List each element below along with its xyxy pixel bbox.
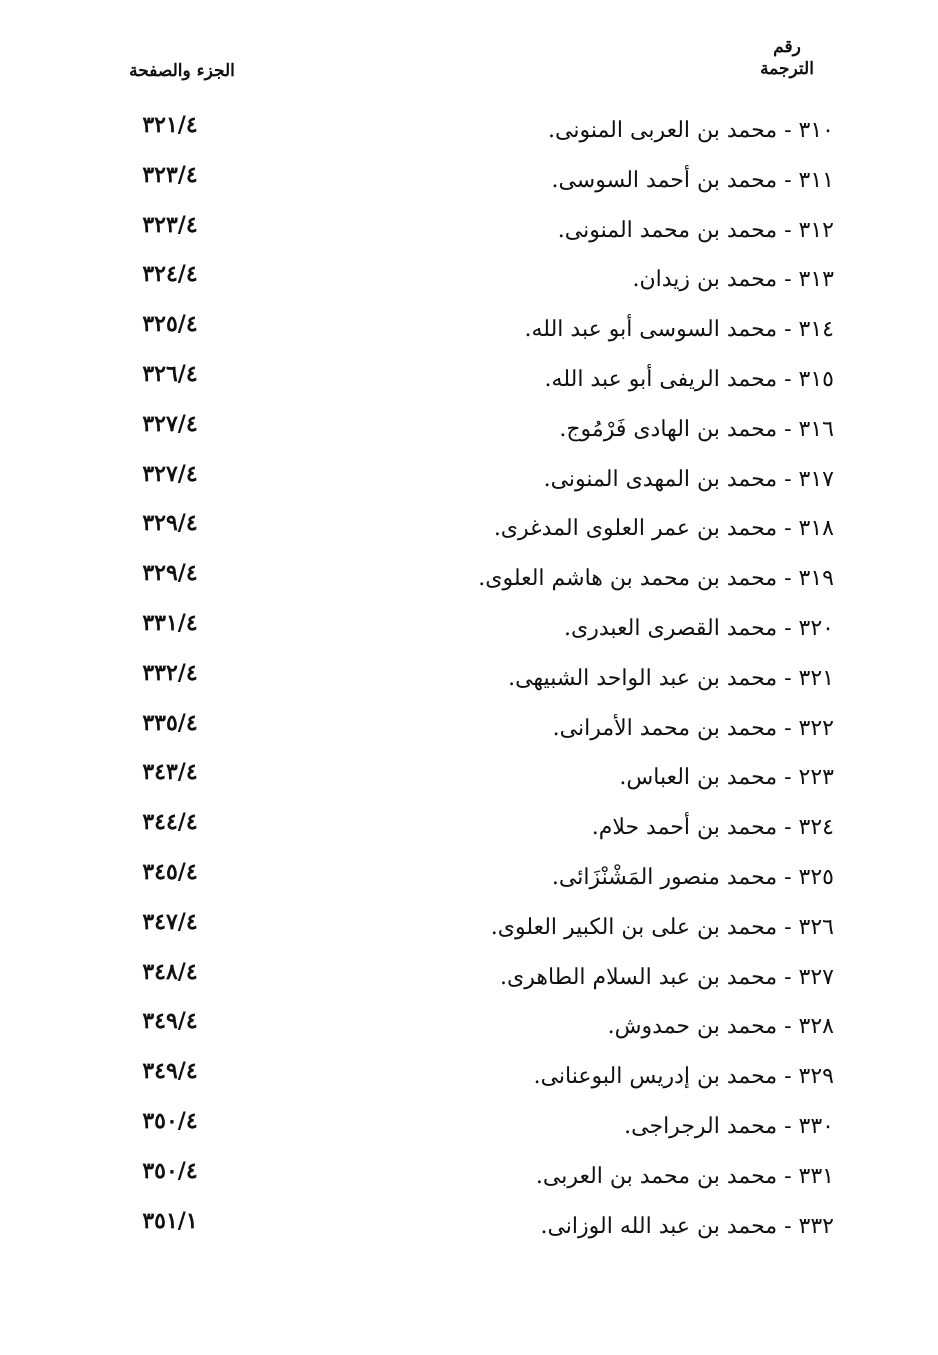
entry-name: ٣١٧ - محمد بن المهدى المنونى.	[543, 466, 834, 492]
volume-page-ref: ٣٣١/٤	[142, 609, 198, 636]
volume-page-ref: ٣٢٤/٤	[142, 261, 198, 288]
entry-name: ٣٢٠ - محمد القصرى العبدرى.	[564, 615, 834, 641]
volume-page-ref: ٣٣٥/٤	[142, 709, 198, 736]
entry-number-header	[742, 36, 832, 80]
index-row	[0, 554, 938, 604]
index-row	[0, 1052, 938, 1102]
index-row	[0, 355, 938, 405]
volume-page-ref: ٣٤٧/٤	[142, 908, 198, 935]
entry-name: ٣٢١ - محمد بن عبد الواحد الشبيهى.	[508, 665, 834, 691]
entry-name: ٣١٩ - محمد بن محمد بن هاشم العلوى.	[478, 566, 834, 592]
entry-name: ٣٢٥ - محمد منصور المَشْنْزَائى.	[551, 864, 834, 890]
index-row	[0, 1202, 938, 1252]
entry-name: ٣٢٦ - محمد بن على بن الكبير العلوى.	[490, 914, 834, 940]
entry-name: ٣٢٩ - محمد بن إدريس البوعنانى.	[533, 1064, 834, 1090]
volume-page-ref: ٣٢٣/٤	[142, 161, 198, 188]
volume-page-ref: ٣٣٢/٤	[142, 659, 198, 686]
volume-page-ref: ٣٤٨/٤	[142, 958, 198, 985]
index-row	[0, 953, 938, 1003]
volume-page-ref: ٣٢٦/٤	[142, 360, 198, 387]
index-row	[0, 1102, 938, 1152]
volume-page-ref: ٣٤٤/٤	[142, 809, 198, 836]
volume-page-ref: ٣٥٠/٤	[142, 1107, 198, 1134]
index-row	[0, 654, 938, 704]
volume-page-ref: ٣٢٩/٤	[142, 510, 198, 537]
volume-page-ref: ٣٢٥/٤	[142, 311, 198, 338]
volume-page-ref: ٣٤٩/٤	[142, 1058, 198, 1085]
index-row	[0, 305, 938, 355]
entry-name: ٣١٠ - محمد بن العربى المنونى.	[548, 118, 834, 143]
entry-name: ٣١٤ - محمد السوسى أبو عبد الله.	[524, 317, 834, 343]
entry-name: ٣٣٠ - محمد الرجراجى.	[624, 1113, 834, 1139]
index-row	[0, 504, 938, 554]
index-row	[0, 455, 938, 505]
volume-page-ref: ٣٥٠/٤	[142, 1157, 198, 1184]
index-row	[0, 704, 938, 754]
volume-page-ref: ٣٥١/١	[142, 1207, 198, 1234]
volume-page-ref: ٣٢٩/٤	[142, 560, 198, 587]
index-row	[0, 405, 938, 455]
entry-name: ٣٢٢ - محمد بن محمد الأمرانى.	[552, 715, 834, 741]
index-row	[0, 206, 938, 256]
entry-name: ٢٢٣ - محمد بن العباس.	[619, 765, 834, 791]
volume-page-ref: ٣٤٣/٤	[142, 759, 198, 786]
index-row	[0, 753, 938, 803]
entry-number-header-line1: رقم	[773, 37, 801, 57]
volume-page-ref: ٣٢١/٤	[142, 112, 198, 138]
volume-page-ref: ٣٤٥/٤	[142, 858, 198, 885]
volume-page-header: الجزء والصفحة	[129, 61, 235, 81]
index-row	[0, 604, 938, 654]
entry-name: ٣١٨ - محمد بن عمر العلوى المدغرى.	[493, 516, 834, 542]
volume-page-ref: ٣٢٣/٤	[142, 211, 198, 238]
index-list	[0, 106, 938, 1251]
index-row	[0, 803, 938, 853]
index-row	[0, 903, 938, 953]
index-row	[0, 156, 938, 206]
entry-name: ٣٢٨ - محمد بن حمدوش.	[607, 1014, 834, 1040]
entry-name: ٣٢٤ - محمد بن أحمد حلام.	[591, 815, 834, 841]
entry-name: ٣١١ - محمد بن أحمد السوسى.	[551, 167, 834, 193]
entry-name: ٣١٦ - محمد بن الهادى فَرْمُوج.	[559, 416, 834, 442]
entry-name: ٣٣١ - محمد بن محمد بن العربى.	[535, 1163, 834, 1189]
entry-name: ٣١٥ - محمد الريفى أبو عبد الله.	[544, 366, 834, 392]
volume-page-ref: ٣٢٧/٤	[142, 460, 198, 487]
index-row	[0, 255, 938, 305]
entry-name: ٣١٣ - محمد بن زيدان.	[632, 267, 834, 293]
entry-name: ٣٣٢ - محمد بن عبد الله الوزانى.	[540, 1213, 834, 1239]
volume-page-ref: ٣٢٧/٤	[142, 410, 198, 437]
volume-page-ref: ٣٤٩/٤	[142, 1008, 198, 1035]
index-row	[0, 106, 938, 156]
index-row	[0, 1152, 938, 1202]
entry-name: ٣٢٧ - محمد بن عبد السلام الطاهرى.	[500, 964, 834, 990]
index-row	[0, 853, 938, 903]
entry-name: ٣١٢ - محمد بن محمد المنونى.	[557, 217, 834, 243]
index-row	[0, 1002, 938, 1052]
entry-number-header-line2: الترجمة	[760, 59, 814, 79]
